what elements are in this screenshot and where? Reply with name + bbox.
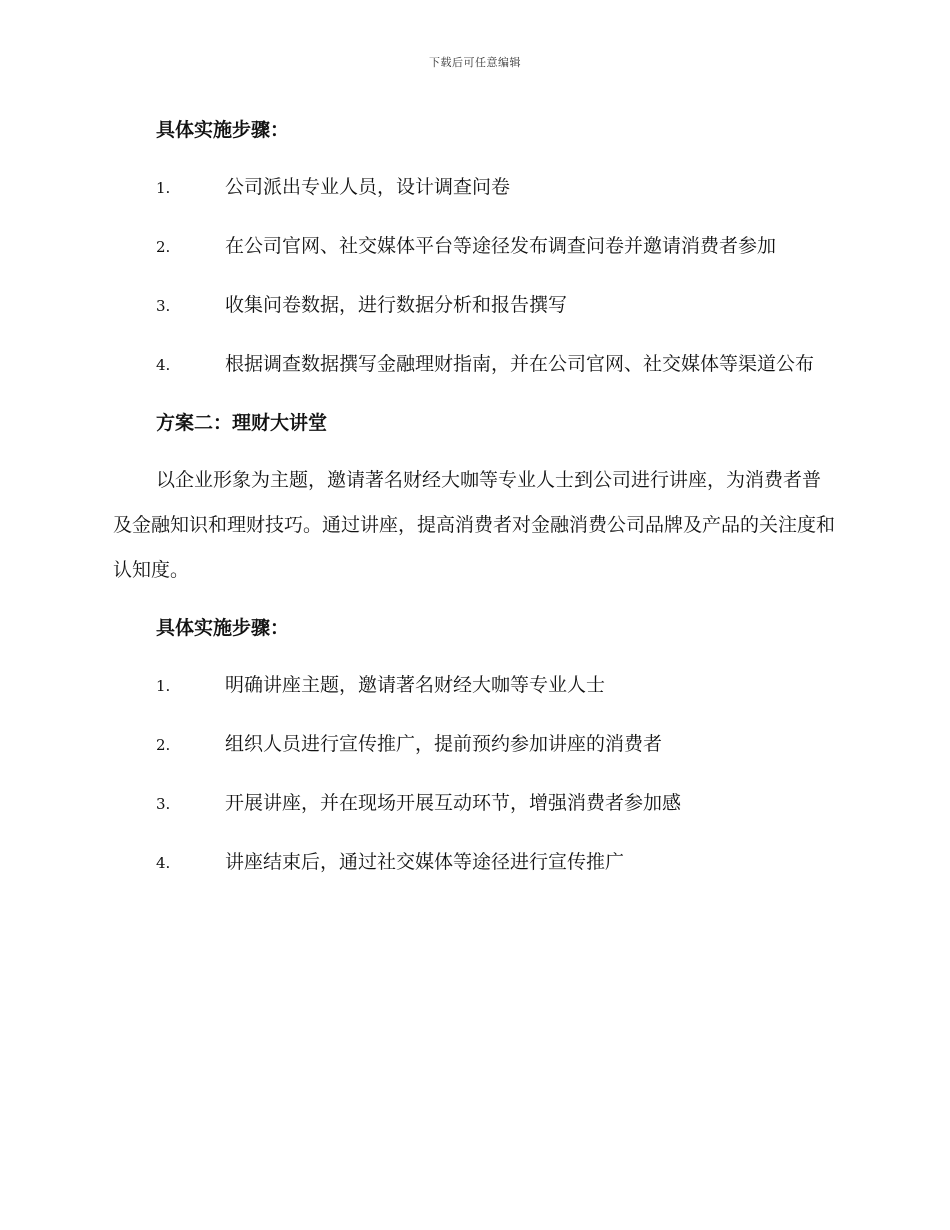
list-text: 在公司官网、社交媒体平台等途径发布调查问卷并邀请消费者参加: [225, 235, 777, 257]
plan2-paragraph: 以企业形象为主题，邀请著名财经大咖等专业人士到公司进行讲座，为消费者普及金融知识和理财技巧。通过讲座，提高消费者对金融消费公司品牌及产品的关注度和认知度。: [113, 469, 836, 581]
document-body: [113, 108, 838, 899]
list-text: 讲座结束后，通过社交媒体等途径进行宣传推广: [225, 851, 625, 873]
list-item: [113, 781, 838, 827]
list-number: 2.: [156, 238, 171, 256]
list-item: [113, 283, 838, 329]
list-item: [113, 722, 838, 768]
list-number: 1.: [156, 677, 171, 695]
list-item: [113, 663, 838, 709]
page-header: 下载后可任意编辑: [429, 56, 521, 69]
list-number: 2.: [156, 736, 171, 754]
list-text: 收集问卷数据，进行数据分析和报告撰写: [225, 294, 568, 316]
list-text: 组织人员进行宣传推广，提前预约参加讲座的消费者: [225, 733, 663, 755]
list-text: 开展讲座，并在现场开展互动环节，增强消费者参加感: [225, 792, 682, 814]
steps-heading-2: 具体实施步骤：: [156, 617, 290, 639]
steps-list-2: [113, 663, 838, 886]
list-text: 公司派出专业人员，设计调查问卷: [225, 176, 511, 198]
list-number: 4.: [156, 356, 171, 374]
plan2-heading: 方案二：理财大讲堂: [156, 412, 328, 434]
list-item: [113, 342, 838, 388]
list-item: [113, 224, 838, 270]
list-item: [113, 165, 838, 211]
list-text: 根据调查数据撰写金融理财指南，并在公司官网、社交媒体等渠道公布: [225, 353, 815, 375]
list-text: 明确讲座主题，邀请著名财经大咖等专业人士: [225, 674, 606, 696]
list-number: 1.: [156, 179, 171, 197]
list-number: 4.: [156, 854, 171, 872]
list-item: [113, 840, 838, 886]
list-number: 3.: [156, 795, 171, 813]
list-number: 3.: [156, 297, 171, 315]
steps-heading-1: 具体实施步骤：: [156, 119, 290, 141]
steps-list-1: [113, 165, 838, 388]
